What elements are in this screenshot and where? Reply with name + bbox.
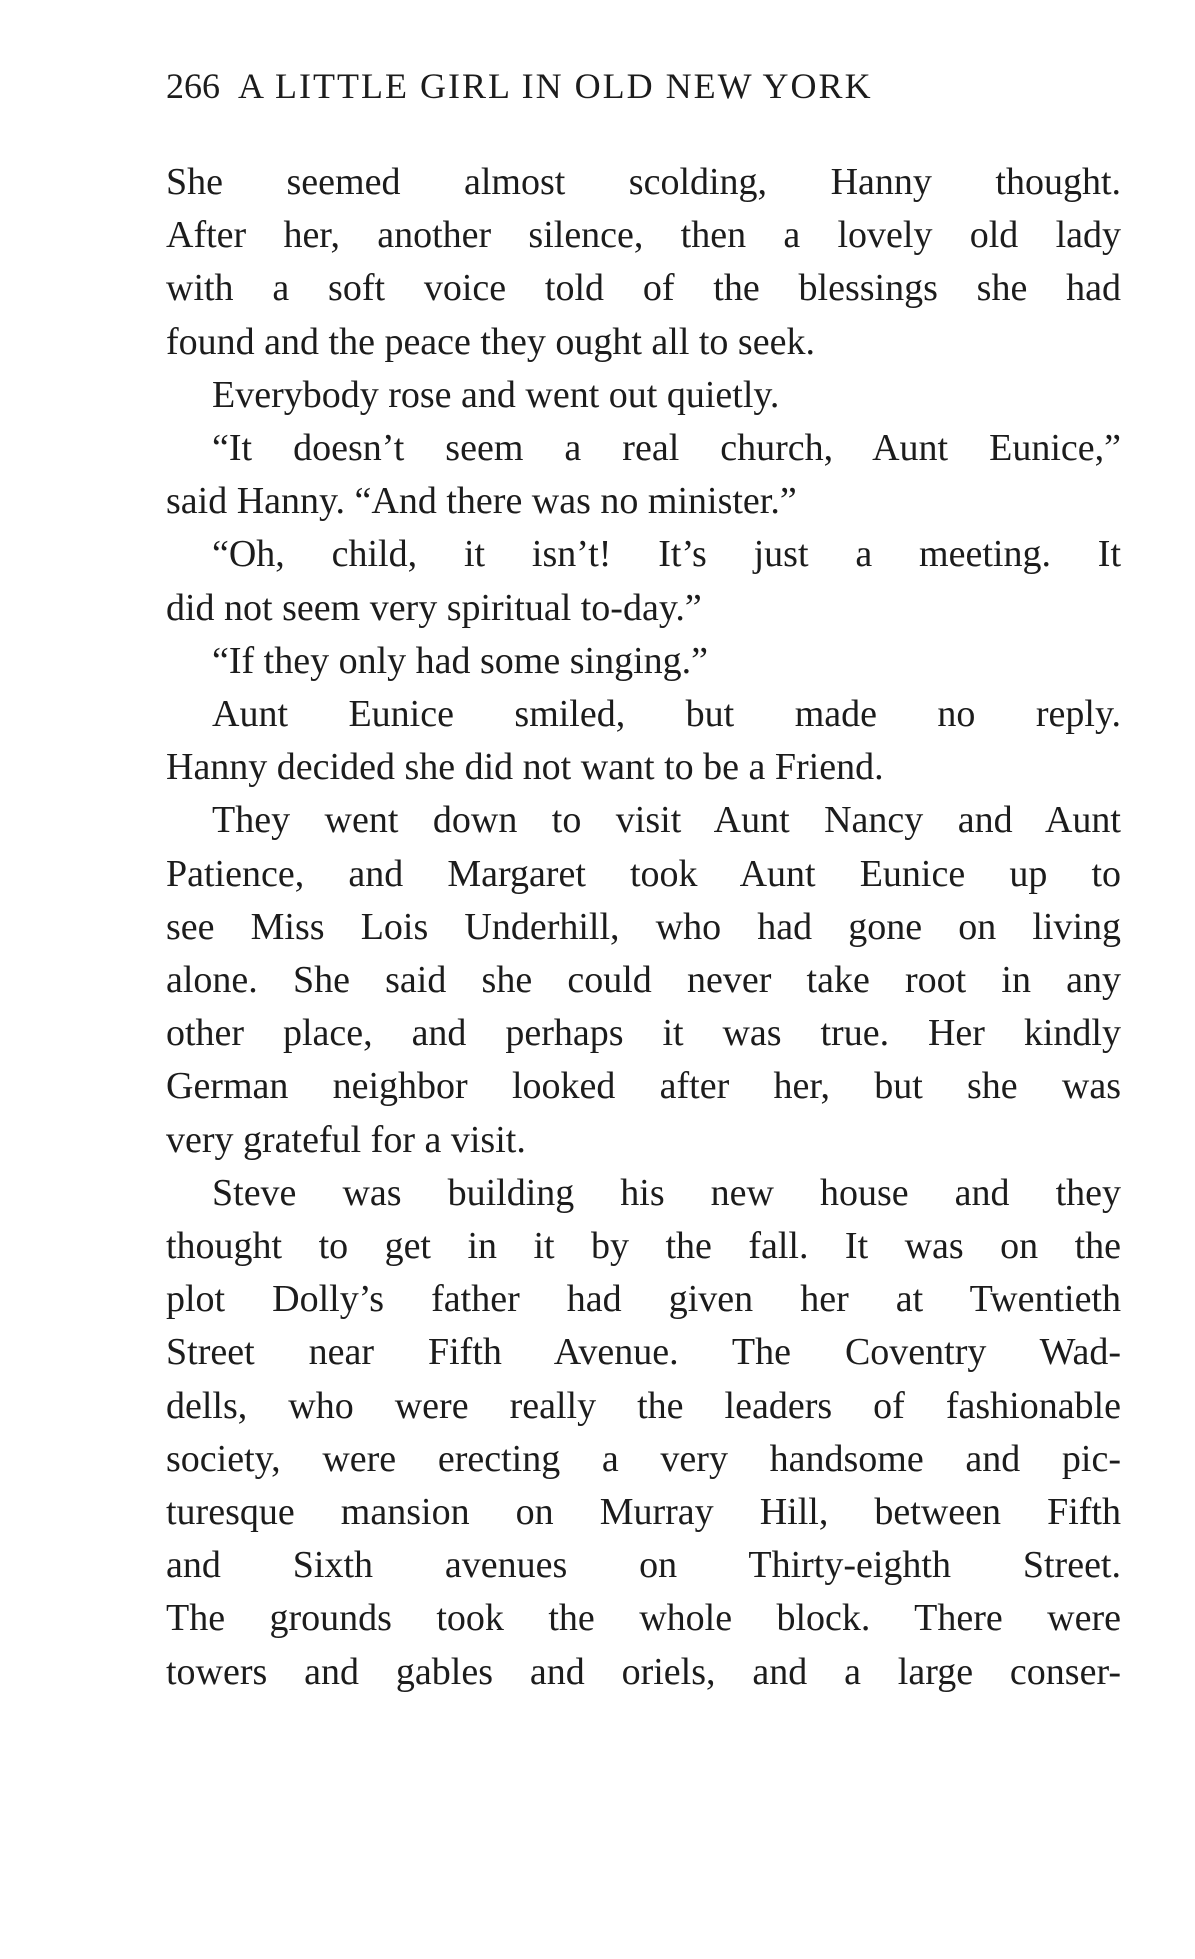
running-title: A LITTLE GIRL IN OLD NEW YORK [238,66,873,106]
text-line: “It doesn’t seem a real church, Aunt Eunice,” [212,427,1121,470]
text-line: said Hanny. “And there was no minister.” [166,480,797,523]
text-line: did not seem very spiritual to-day.” [166,586,702,629]
body-text [166,156,1121,1699]
text-line: “If they only had some singing.” [212,639,709,682]
text-line: and Sixth avenues on Thirty-eighth Street. [166,1544,1121,1587]
text-line: After her, another silence, then a lovely old lady [166,214,1121,257]
text-line: Street near Fifth Avenue. The Coventry Wad- [166,1331,1121,1374]
text-line: Aunt Eunice smiled, but made no reply. [212,693,1121,736]
text-line: thought to get in it by the fall. It was on the [166,1225,1121,1268]
text-line: The grounds took the whole block. There were [166,1597,1121,1640]
text-line: see Miss Lois Underhill, who had gone on living [166,905,1121,948]
text-line: Everybody rose and went out quietly. [212,373,780,416]
text-line: German neighbor looked after her, but she was [166,1065,1121,1108]
page-number: 266 [166,66,220,106]
text-line: towers and gables and oriels, and a large conser- [166,1650,1121,1693]
text-line: alone. She said she could never take root in any [166,959,1121,1002]
text-line: Steve was building his new house and they [212,1171,1121,1214]
text-line: found and the peace they ought all to seek. [166,320,815,363]
text-line: dells, who were really the leaders of fashionable [166,1384,1121,1427]
text-line: Patience, and Margaret took Aunt Eunice up to [166,852,1121,895]
text-line: turesque mansion on Murray Hill, between Fifth [166,1491,1121,1534]
text-line: Hanny decided she did not want to be a Friend. [166,746,884,789]
text-line: society, were erecting a very handsome and pic- [166,1437,1121,1480]
text-line: “Oh, child, it isn’t! It’s just a meeting. It [212,533,1121,576]
text-line: very grateful for a visit. [166,1118,526,1161]
text-line: with a soft voice told of the blessings she had [166,267,1121,310]
running-head [166,60,1121,112]
text-line: She seemed almost scolding, Hanny thought. [166,161,1121,203]
text-line: other place, and perhaps it was true. Her kindly [166,1012,1121,1055]
text-line: plot Dolly’s father had given her at Twentieth [166,1278,1121,1321]
book-page [166,60,1121,1699]
text-line: They went down to visit Aunt Nancy and Aunt [212,799,1121,842]
